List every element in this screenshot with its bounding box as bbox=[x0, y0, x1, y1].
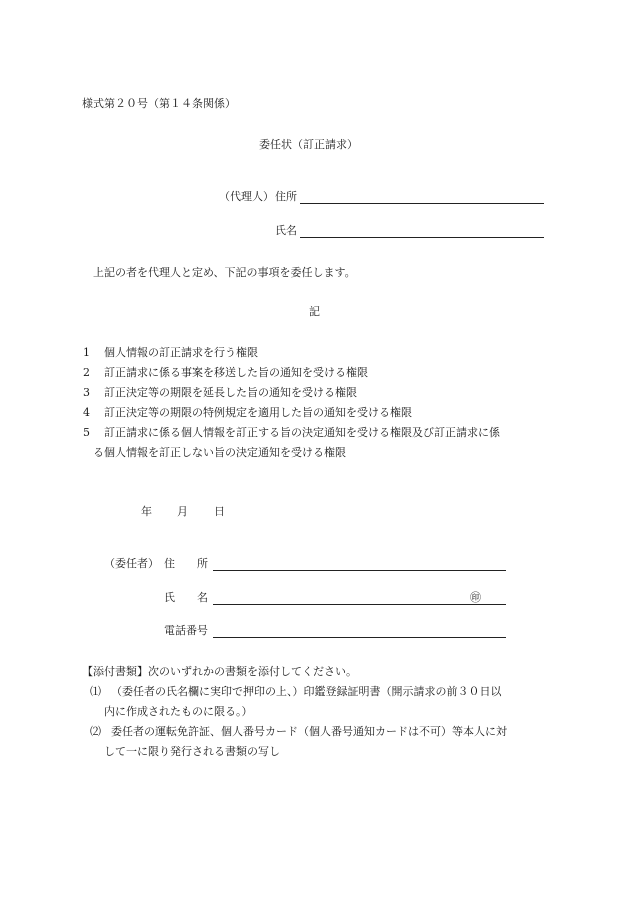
list-item-text: 訂正決定等の期限を延長した旨の通知を受ける権限 bbox=[104, 386, 357, 399]
list-item-text: 訂正決定等の期限の特例規定を適用した旨の通知を受ける権限 bbox=[104, 406, 412, 419]
intro-text: 上記の者を代理人と定め、下記の事項を委任します。 bbox=[93, 266, 356, 279]
attachment-text-line2: 内に作成されたものに限る。） bbox=[104, 705, 253, 718]
list-item-text: 個人情報の訂正請求を行う権限 bbox=[104, 346, 258, 359]
list-item-number: 2 bbox=[83, 366, 90, 379]
date-day-label: 日 bbox=[214, 505, 225, 518]
principal-name-label: 氏 名 bbox=[164, 591, 208, 604]
attachments-heading: 【添付書類】次のいずれかの書類を添付してください。 bbox=[82, 665, 357, 678]
attachment-number: ⑴ bbox=[90, 685, 101, 698]
attachment-number: ⑵ bbox=[90, 725, 101, 738]
agent-address-line bbox=[300, 203, 544, 204]
attachment-text-line2: して一に限り発行される書類の写し bbox=[104, 745, 280, 758]
document-title: 委任状（訂正請求） bbox=[259, 138, 358, 151]
principal-phone-label: 電話番号 bbox=[164, 624, 208, 637]
date-year-label: 年 bbox=[141, 505, 152, 518]
principal-phone-line bbox=[213, 637, 506, 638]
agent-address-label: 住所 bbox=[275, 190, 297, 203]
seal-mark: ㊞ bbox=[470, 591, 481, 604]
list-item-text: 訂正請求に係る個人情報を訂正する旨の決定通知を受ける権限及び訂正請求に係 bbox=[104, 426, 500, 439]
attachment-text-line1: 委任者の運転免許証、個人番号カード（個人番号通知カードは不可）等本人に対 bbox=[111, 725, 507, 738]
agent-name-line bbox=[300, 237, 544, 238]
principal-name-line bbox=[213, 604, 506, 605]
principal-address-line bbox=[213, 570, 506, 571]
list-item-number: 5 bbox=[83, 426, 90, 439]
list-item-number: 4 bbox=[83, 406, 90, 419]
attachment-text-line1: （委任者の氏名欄に実印で押印の上、）印鑑登録証明書（開示請求の前３０日以 bbox=[111, 685, 502, 698]
principal-prefix: （委任者） bbox=[104, 557, 159, 570]
list-item-text: 訂正請求に係る事案を移送した旨の通知を受ける権限 bbox=[104, 366, 368, 379]
agent-prefix: （代理人） bbox=[219, 190, 274, 203]
form-number: 様式第２０号（第１４条関係） bbox=[82, 97, 236, 110]
list-item-text-continued: る個人情報を訂正しない旨の決定通知を受ける権限 bbox=[93, 446, 346, 459]
list-item-number: 1 bbox=[83, 346, 90, 359]
list-item-number: 3 bbox=[83, 386, 90, 399]
principal-address-label: 住 所 bbox=[164, 557, 208, 570]
agent-name-label: 氏名 bbox=[275, 224, 297, 237]
ki-heading: 記 bbox=[309, 305, 320, 318]
date-month-label: 月 bbox=[177, 505, 188, 518]
